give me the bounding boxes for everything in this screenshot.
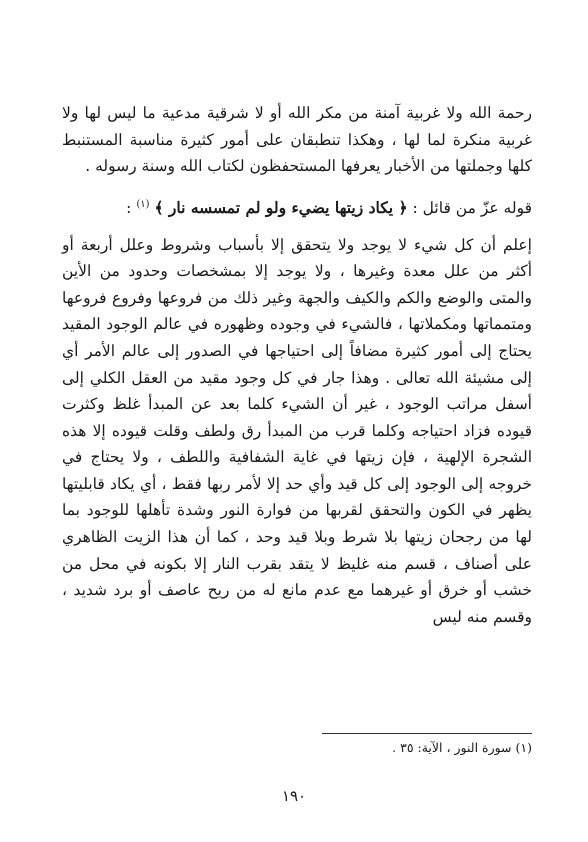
page-number: ١٩٠: [281, 787, 307, 805]
main-paragraph: إعلم أن كل شيء لا يوجد ولا يتحقق إلا بأسباب وشروط وعلل أربعة أو أكثر من علل معدة وغيرها ، ولا يوجد إلا بمشخصات وحدود من الأين والمتى والوضع والكم والكيف والجهة وغير ذلك من فروعها وفروع فروعها ومتمماتها ومكملاتها ، فالشيء في وجوده وظهوره في عالم الوجود المقيد يحتاج إلى أمور كثيرة مضافاً إلى احتياجها في الصدور إلى عالم الأمر أي إلى مشيئة الله تعالى . وهذا جار في كل وجود مقيد من العقل الكلي إلى أسفل مراتب الوجود ، غير أن الشيء كلما بعد عن المبدأ غلظ وكثرت قيوده فزاد احتياجه وكلما قرب من المبدأ رق ولطف وقلت قيوده إلا هذه الشجرة الإلهية ، فإن زيتها في غاية الشفافية واللطف ، ولا يحتاج في خروجه إلى الوجود إلى كل قيد وأي حد إلا لأمر ربها فقط ، أي يكاد قابليتها يظهر في الكون والتحقق لقربها من فوارة النور وشدة تأهلها للوجود بما لها من رجحان زيتها بلا شرط وبلا قيد وحد ، كما أن هذا الزيت الظاهري على أصناف ، قسم منه غليظ لا يتقد بقرب النار إلا بكونه في محل من خشب أو خرق أو غيرهما مع عدم مانع له من ريح عاصف أو برد شديد ، وقسم منه ليس: [62, 235, 532, 626]
intro-paragraph: رحمة الله ولا غربية آمنة من مكر الله أو لا شرقية مدعية ما ليس لها ولا غربية منكرة لما لها ، وهكذا تنطبقان على أمور كثيرة مناسبة المستنبط كلها وجملتها من الأخبار يعرفها المستحفظون لكتاب الله وسنة رسوله .: [62, 104, 532, 176]
quran-verse: ﴿ يكاد زيتها يضيء ولو لم تمسسه نار ﴾: [154, 197, 408, 217]
verse-lead: قوله عزّ من قائل :: [412, 198, 532, 217]
verse-tail: :: [126, 198, 137, 217]
page-body: [62, 100, 532, 630]
footnote-ref: (١): [136, 198, 150, 210]
footnote-divider: [322, 733, 532, 734]
verse-heading: [62, 192, 532, 222]
footnote: (١) سورة النور ، الآية: ٣٥ .: [392, 740, 532, 755]
